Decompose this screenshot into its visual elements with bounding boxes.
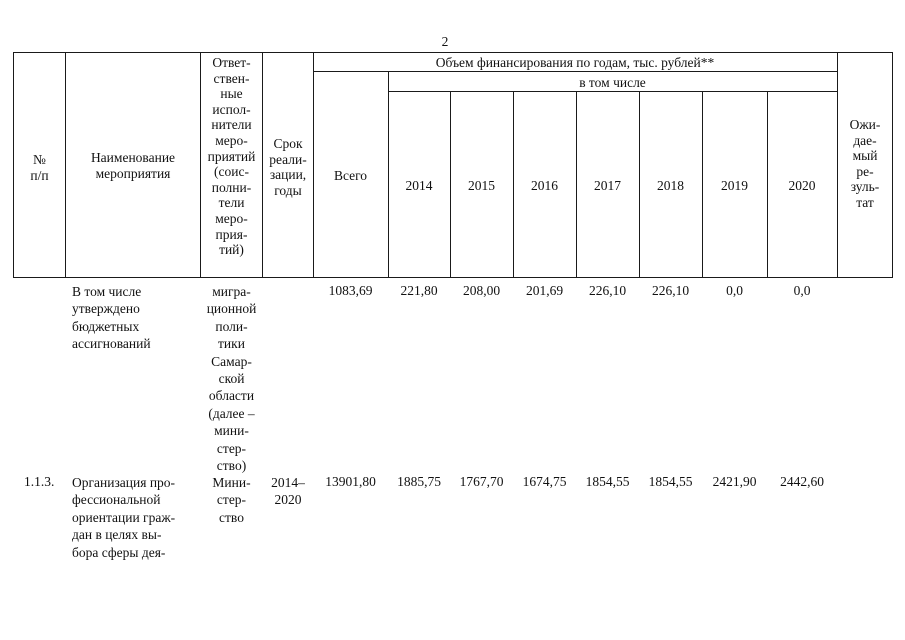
header-year-2018: 2018 [657, 178, 684, 193]
row2-term: 2014– 2020 [271, 475, 305, 508]
row2-value-2020: 2442,60 [780, 474, 824, 489]
header-including: в том числе [579, 75, 646, 90]
header-responsible: Ответ- ствен- ные испол- нители меро- приятий (соис- полни- тели меро- прия- тий) [207, 55, 256, 258]
header-result: Ожи- дае- мый ре- зуль- тат [849, 117, 881, 210]
header-num: № п/п [30, 152, 49, 183]
grid-v-4 [313, 52, 314, 278]
grid-v-5 [388, 71, 389, 278]
row1-value-2017: 226,10 [588, 283, 627, 298]
row1-responsible: мигра- ционной поли- тики Самар- ской области (далее – мини- стер- ство) [206, 284, 257, 474]
table-top-border [13, 52, 893, 53]
row2-value-2018: 1854,55 [648, 474, 693, 489]
row2-value-2015: 1767,70 [459, 474, 504, 489]
row2-value-2017: 1854,55 [585, 474, 630, 489]
row2-name-line: дан в целях вы- [72, 527, 162, 543]
header-year-2019: 2019 [721, 178, 748, 193]
header-bottom-border [13, 277, 893, 278]
row1-value-2014: 221,80 [400, 283, 438, 298]
header-year-2015: 2015 [468, 178, 495, 193]
row1-name: В том числе утверждено бюджетных ассигнований [72, 284, 151, 352]
header-total: Всего [333, 168, 368, 183]
row1-value-2019: 0,0 [726, 283, 743, 298]
header-funding-title: Объем финансирования по годам, тыс. рублей** [435, 55, 715, 70]
header-year-2014: 2014 [405, 178, 433, 193]
header-term: Срок реали- зации, годы [269, 136, 307, 198]
row2-value-2014: 1885,75 [397, 474, 441, 489]
header-year-2020: 2020 [788, 178, 816, 193]
row2-name-line: ориентации граж- [72, 509, 176, 525]
row2-name-line: Организация про- [72, 475, 176, 490]
row2-value-2016: 1674,75 [522, 474, 567, 489]
header-name: Наименование мероприятия [90, 150, 176, 181]
row2-name-line: бора сферы дея- [72, 544, 166, 560]
row2-value-2019: 2421,90 [712, 474, 757, 489]
row2-name [72, 474, 198, 561]
grid-v-13 [892, 52, 893, 278]
row1-value-2018: 226,10 [651, 283, 690, 298]
row1-total: 1083,69 [328, 283, 373, 298]
row2-num: 1.1.3. [24, 474, 55, 489]
row2-name-line: фессиональной [72, 492, 161, 508]
header-year-2016: 2016 [531, 178, 558, 193]
row2-responsible: Мини- стер- ство [212, 475, 251, 525]
row1-value-2020: 0,0 [793, 283, 811, 298]
row1-value-2015: 208,00 [462, 283, 501, 298]
page-number: 2 [441, 34, 449, 49]
row2-total: 13901,80 [325, 474, 376, 489]
header-year-2017: 2017 [594, 178, 621, 193]
row1-value-2016: 201,69 [525, 283, 564, 298]
